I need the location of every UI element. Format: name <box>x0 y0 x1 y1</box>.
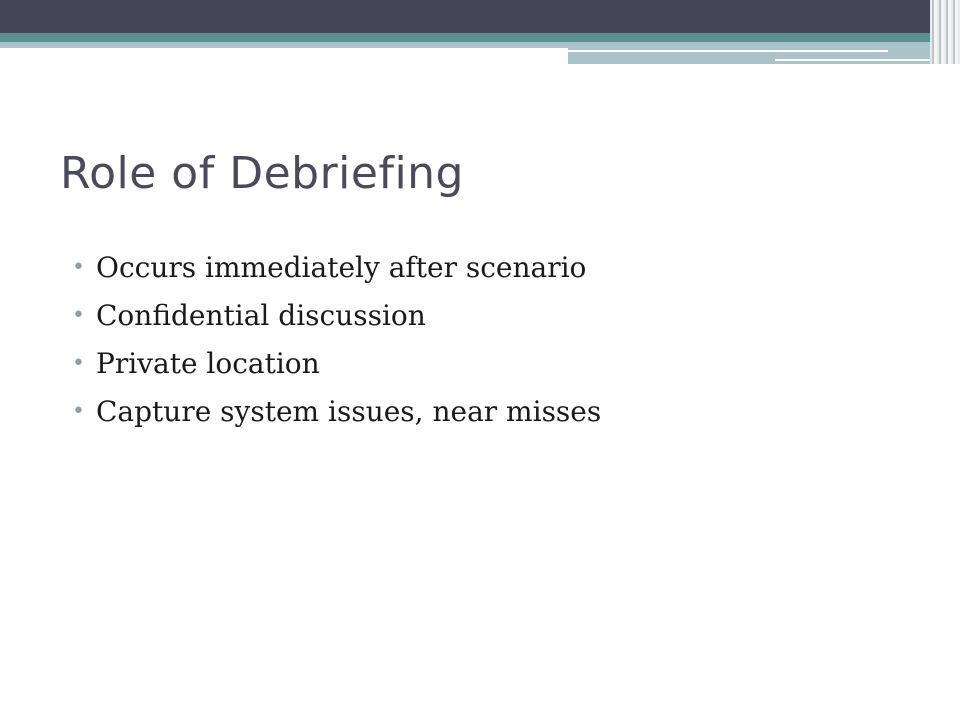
header-corner-stripes <box>930 0 960 64</box>
bullet-dot-icon: • <box>72 255 85 280</box>
bullet-text: Confidential discussion <box>96 299 426 332</box>
bullet-item <box>72 244 601 292</box>
bullet-text: Capture system issues, near misses <box>96 395 602 428</box>
bullet-item <box>72 340 601 388</box>
header-band-dark <box>0 0 960 33</box>
header-accent-line <box>568 50 888 52</box>
slide-title: Role of Debriefing <box>60 148 464 199</box>
header-band-light-left <box>0 42 568 48</box>
bullet-list <box>72 244 601 436</box>
bullet-text: Private location <box>96 347 320 380</box>
bullet-item <box>72 292 601 340</box>
bullet-item <box>72 388 601 436</box>
header-band-teal <box>0 33 960 42</box>
bullet-dot-icon: • <box>72 399 85 424</box>
header-accent-line-lower <box>775 59 942 61</box>
bullet-dot-icon: • <box>72 303 85 328</box>
bullet-dot-icon: • <box>72 351 85 376</box>
bullet-text: Occurs immediately after scenario <box>96 251 587 284</box>
